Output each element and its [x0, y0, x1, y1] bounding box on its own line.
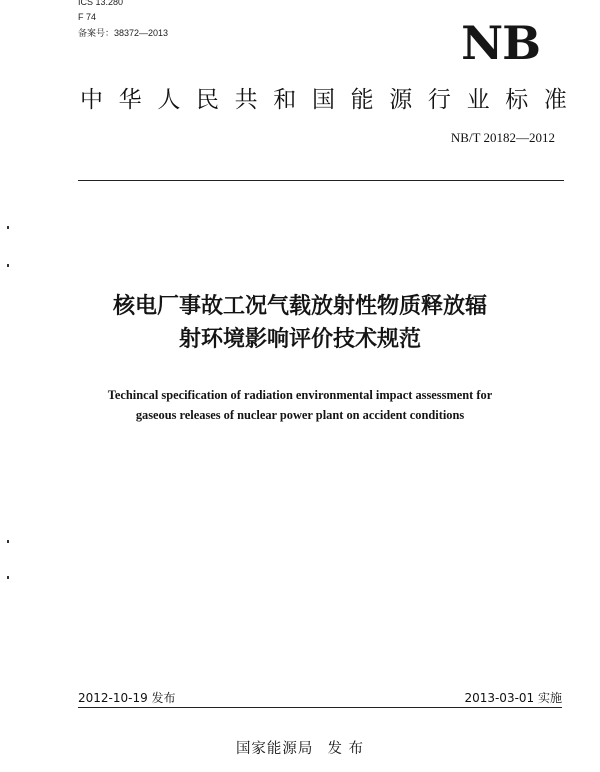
standard-type-char: 共: [234, 87, 258, 113]
scan-mark: [7, 264, 9, 267]
standard-type-char: 和: [273, 87, 297, 113]
issuer-name: 国家能源局: [235, 741, 314, 757]
standard-type-char: 民: [195, 87, 219, 113]
scan-mark: [7, 226, 9, 229]
standard-type-char: 行: [427, 87, 451, 113]
standard-type-char: 华: [118, 87, 142, 113]
standard-type-heading: [80, 86, 567, 114]
classification-code: F 74: [78, 12, 97, 22]
footer-divider: [78, 707, 562, 708]
standard-type-char: 能: [350, 87, 374, 113]
ics-code: ICS 13.280: [78, 0, 124, 7]
scan-mark: [7, 540, 9, 543]
issuer-line: [0, 740, 600, 758]
issue-date: 2012-10-19 发布: [78, 691, 176, 705]
standard-type-char: 标: [505, 87, 529, 113]
standard-type-char: 业: [466, 87, 490, 113]
issuer-action: 发 布: [327, 741, 365, 757]
scan-mark: [7, 576, 9, 579]
standard-type-char: 人: [157, 87, 181, 113]
standard-type-char: 国: [311, 87, 335, 113]
standard-type-char: 源: [389, 87, 413, 113]
english-title-line-1: Techincal specification of radiation environmental impact assessment for: [107, 388, 493, 402]
standard-type-char: 准: [543, 87, 567, 113]
header-divider: [78, 180, 564, 181]
standard-type-char: 中: [80, 87, 103, 113]
implementation-date: 2013-03-01 实施: [464, 691, 562, 705]
chinese-title: [0, 290, 600, 356]
standard-number: NB/T 20182—2012: [450, 130, 555, 145]
nb-logo: NB: [461, 16, 540, 70]
english-title: [0, 385, 600, 425]
filing-number: 备案号：38372—2013: [78, 28, 169, 38]
chinese-title-line-1: 核电厂事故工况气载放射性物质释放辐: [112, 294, 487, 319]
chinese-title-line-2: 射环境影响评价技术规范: [178, 327, 421, 352]
english-title-line-2: gaseous releases of nuclear power plant on accident conditions: [135, 408, 465, 422]
